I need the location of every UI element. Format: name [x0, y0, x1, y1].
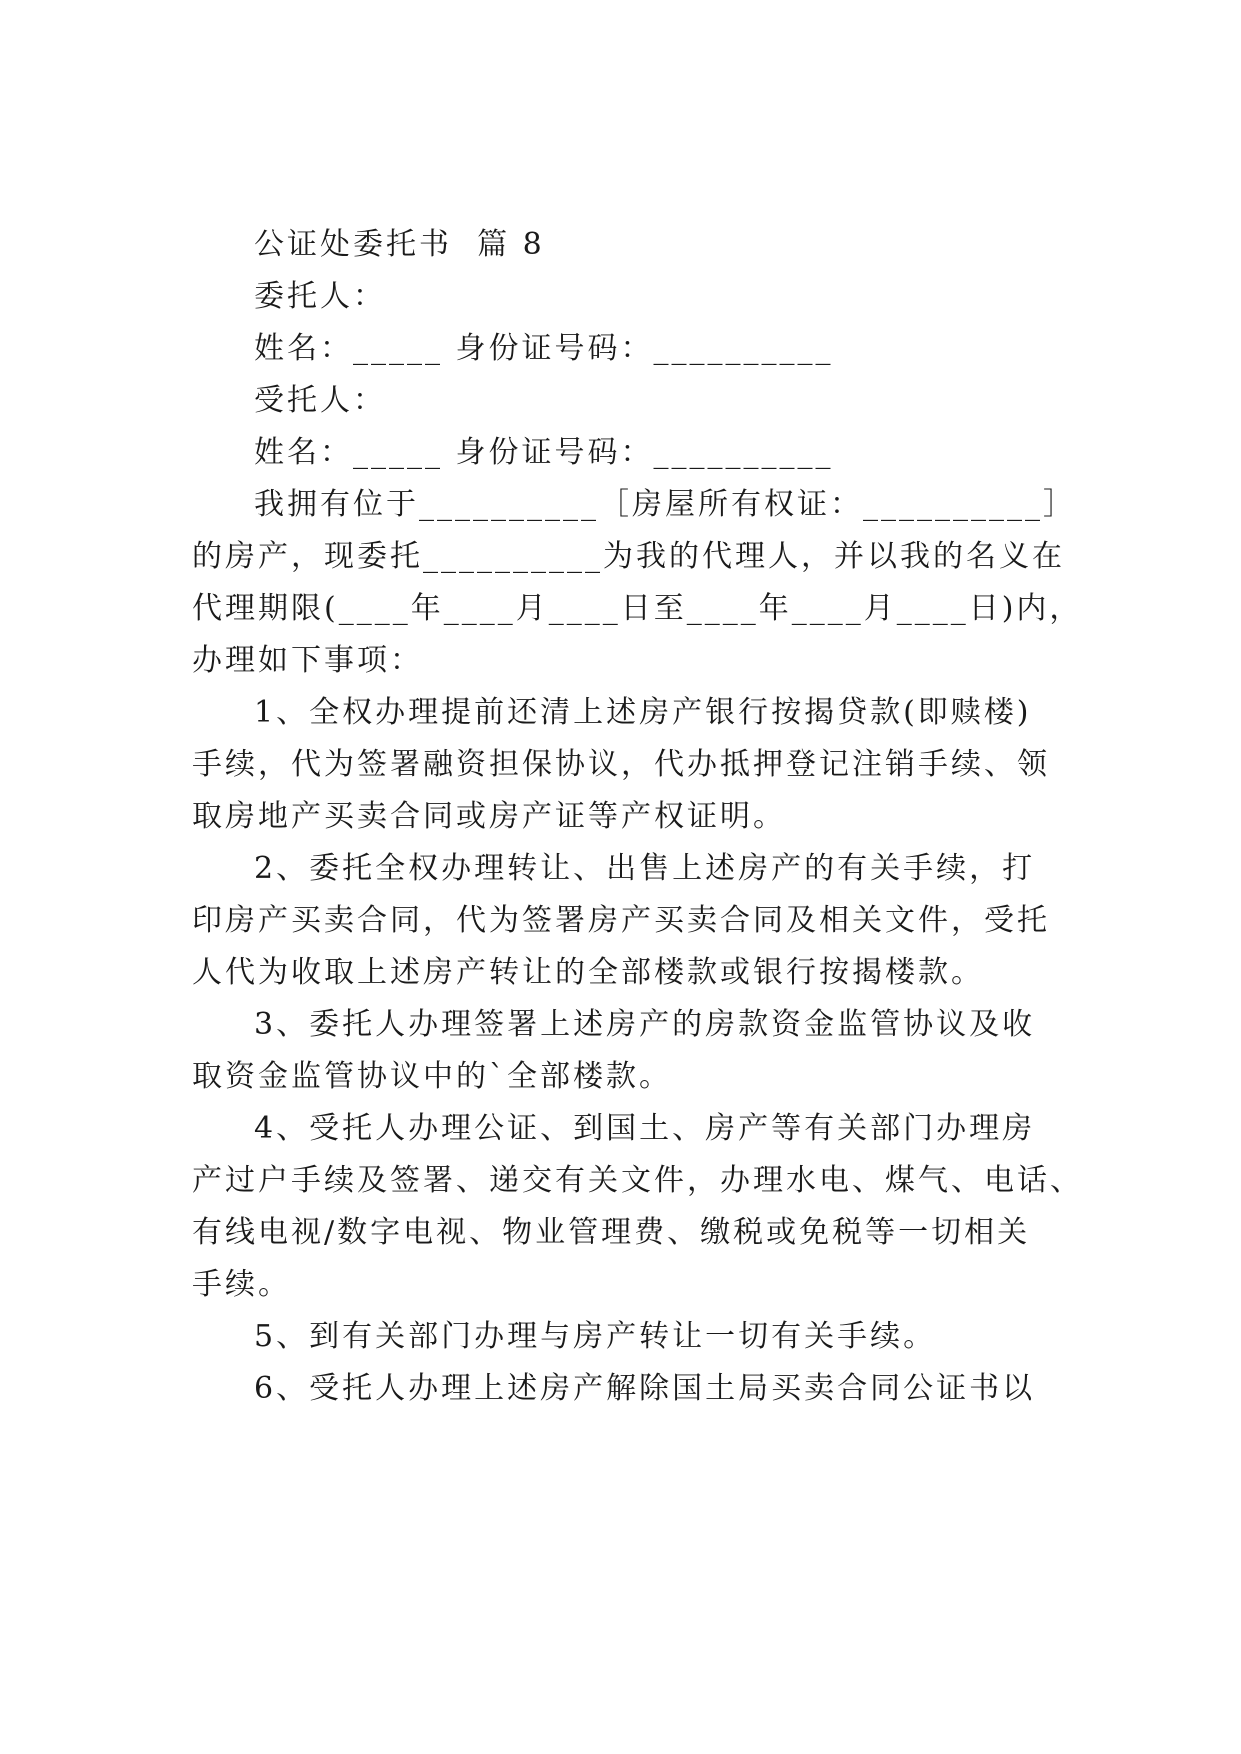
- item-6-line: 6、受托人办理上述房产解除国土局买卖合同公证书以: [254, 1371, 1036, 1406]
- paragraph-line: 代理期限(____年____月____日至____年____月____日)内，: [192, 591, 1083, 626]
- item-3-line: 3、委托人办理签署上述房产的房款资金监管协议及收: [254, 1007, 1036, 1042]
- item-1-line: 手续，代为签署融资担保协议，代办抵押登记注销手续、领: [192, 747, 1050, 782]
- item-4-line: 4、受托人办理公证、到国土、房产等有关部门办理房: [254, 1111, 1036, 1146]
- item-4-line: 产过户手续及签署、递交有关文件，办理水电、煤气、电话、: [192, 1163, 1083, 1198]
- item-2-line: 人代为收取上述房产转让的全部楼款或银行按揭楼款。: [192, 955, 984, 990]
- paragraph-line: 我拥有位于__________［房屋所有权证：__________］: [254, 487, 1076, 522]
- principal-name-id-line: 姓名：_____ 身份证号码：__________: [254, 331, 834, 366]
- item-4-line: 有线电视/数字电视、物业管理费、缴税或免税等一切相关: [192, 1215, 1031, 1250]
- agent-heading: 受托人：: [254, 383, 386, 418]
- item-5-line: 5、到有关部门办理与房产转让一切有关手续。: [254, 1319, 937, 1354]
- paragraph-line: 办理如下事项：: [192, 643, 423, 678]
- item-2-line: 印房产买卖合同，代为签署房产买卖合同及相关文件，受托: [192, 903, 1050, 938]
- document-title: 公证处委托书 篇 8: [254, 227, 545, 262]
- item-1-line: 1、全权办理提前还清上述房产银行按揭贷款(即赎楼): [254, 695, 1032, 730]
- item-1-line: 取房地产买卖合同或房产证等产权证明。: [192, 799, 786, 834]
- principal-heading: 委托人：: [254, 279, 386, 314]
- agent-name-id-line: 姓名：_____ 身份证号码：__________: [254, 435, 834, 470]
- item-3-line: 取资金监管协议中的`全部楼款。: [192, 1059, 672, 1094]
- item-4-line: 手续。: [192, 1267, 291, 1302]
- item-2-line: 2、委托全权办理转让、出售上述房产的有关手续，打: [254, 851, 1036, 886]
- paragraph-line: 的房产，现委托__________为我的代理人，并以我的名义在: [192, 539, 1065, 574]
